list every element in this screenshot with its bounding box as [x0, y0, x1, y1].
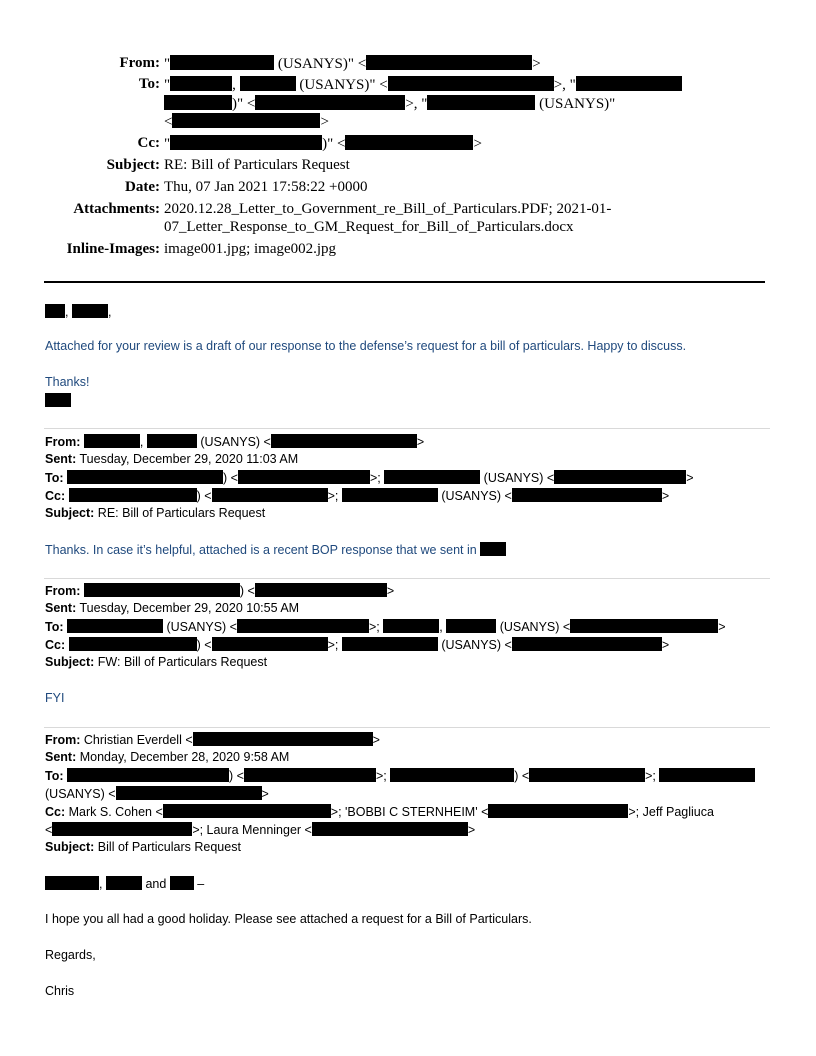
redaction [67, 470, 223, 484]
redaction [67, 768, 229, 782]
redaction [45, 876, 99, 890]
header-date-label: Date: [125, 179, 160, 195]
header-from-label: From: [119, 55, 160, 71]
message-divider [44, 578, 770, 579]
header-subject: RE: Bill of Particulars Request [164, 157, 350, 173]
redaction [240, 76, 296, 91]
redaction [238, 470, 370, 484]
redaction [69, 488, 197, 502]
redaction [84, 434, 140, 448]
redaction [388, 76, 554, 91]
redaction [164, 95, 232, 110]
redaction [554, 470, 686, 484]
msg4-body: I hope you all had a good holiday. Please see attached a request for a Bill of Particulars. [45, 912, 532, 926]
message-divider [44, 727, 770, 728]
msg4-to: To: ) < >; ) < >; [45, 768, 755, 783]
header-to-line3: < > [164, 114, 329, 130]
msg4-sent: Sent: Monday, December 28, 2020 9:58 AM [45, 750, 290, 764]
msg4-salutation: , and – [45, 876, 204, 891]
redaction [576, 76, 682, 91]
msg3-body: FYI [45, 691, 65, 705]
msg2-to: To: ) < >; (USANYS) < > [45, 471, 694, 485]
redaction [237, 619, 369, 633]
msg4-signature: Chris [45, 984, 75, 998]
msg2-subject: Subject: RE: Bill of Particulars Request [45, 506, 266, 520]
redaction [255, 583, 387, 597]
msg4-regards: Regards, [45, 948, 96, 962]
attachment-link-2[interactable]: 07_Letter_Response_to_GM_Request_for_Bill_of_Particulars.docx [164, 219, 574, 235]
msg4-cc: Cc: Mark S. Cohen < >; 'BOBBI C STERNHEIM' < >; Jeff Pagliuca [45, 805, 714, 819]
redaction [193, 732, 373, 746]
redaction [480, 542, 506, 556]
redaction [244, 768, 376, 782]
header-divider [44, 281, 765, 283]
msg3-to: To: (USANYS) < >; , (USANYS) < > [45, 620, 726, 634]
message-divider [44, 428, 770, 429]
header-inline-images: image001.jpg; image002.jpg [164, 241, 337, 257]
msg1-signature [45, 393, 71, 408]
msg3-from: From: ) < > [45, 584, 395, 598]
redaction [659, 768, 755, 782]
redaction [342, 488, 438, 502]
redaction [512, 488, 662, 502]
msg4-cc-line2: < >; Laura Menninger < > [45, 823, 476, 837]
redaction [384, 470, 480, 484]
header-inline-images-label: Inline-Images: [66, 241, 160, 257]
redaction [45, 304, 65, 318]
redaction [212, 488, 328, 502]
msg2-body: Thanks. In case it’s helpful, attached is a recent BOP response that we sent in [45, 542, 506, 557]
header-cc-value: " )" < > [164, 136, 482, 152]
header-cc-label: Cc: [137, 135, 160, 151]
msg2-sent: Sent: Tuesday, December 29, 2020 11:03 AM [45, 452, 299, 466]
header-from-value: " (USANYS)" < > [164, 56, 541, 72]
header-to-line1: " , (USANYS)" < >, " [164, 76, 682, 94]
redaction [170, 135, 322, 150]
redaction [172, 113, 320, 128]
msg2-from: From: , (USANYS) < > [45, 435, 425, 449]
redaction [170, 55, 274, 70]
header-date: Thu, 07 Jan 2021 17:58:22 +0000 [164, 179, 368, 195]
redaction [212, 637, 328, 651]
redaction [345, 135, 473, 150]
msg1-body: Attached for your review is a draft of our response to the defense’s request for a bill of particulars. Happy to discuss. [45, 339, 687, 353]
msg1-thanks: Thanks! [45, 375, 90, 389]
redaction [255, 95, 405, 110]
redaction [170, 76, 232, 91]
redaction [512, 637, 662, 651]
msg3-sent: Sent: Tuesday, December 29, 2020 10:55 AM [45, 601, 300, 615]
msg4-to-line2: (USANYS) < > [45, 787, 269, 801]
msg2-cc: Cc: ) < >; (USANYS) < > [45, 489, 670, 503]
header-to-label: To: [138, 76, 160, 92]
redaction [67, 619, 163, 633]
redaction [427, 95, 535, 110]
msg4-from: From: Christian Everdell < > [45, 733, 380, 747]
attachment-link-1[interactable]: 2020.12.28_Letter_to_Government_re_Bill_of_Particulars.PDF; 2021-01- [164, 201, 612, 217]
redaction [84, 583, 240, 597]
header-subject-label: Subject: [106, 157, 160, 173]
redaction [390, 768, 514, 782]
redaction [72, 304, 108, 318]
redaction [170, 876, 194, 890]
redaction [488, 804, 628, 818]
redaction [69, 637, 197, 651]
redaction [45, 393, 71, 407]
redaction [342, 637, 438, 651]
header-to-line2: )" < >, " (USANYS)" [164, 95, 615, 113]
redaction [366, 55, 532, 70]
redaction [52, 822, 192, 836]
msg3-subject: Subject: FW: Bill of Particulars Request [45, 655, 268, 669]
redaction [116, 786, 262, 800]
redaction [529, 768, 645, 782]
redaction [446, 619, 496, 633]
redaction [163, 804, 331, 818]
redaction [570, 619, 718, 633]
redaction [106, 876, 142, 890]
header-attachments-label: Attachments: [73, 201, 160, 217]
redaction [147, 434, 197, 448]
redaction [271, 434, 417, 448]
redaction [312, 822, 468, 836]
msg3-cc: Cc: ) < >; (USANYS) < > [45, 638, 670, 652]
msg4-subject: Subject: Bill of Particulars Request [45, 840, 241, 854]
msg1-salutation: , , [45, 304, 111, 319]
redaction [383, 619, 439, 633]
